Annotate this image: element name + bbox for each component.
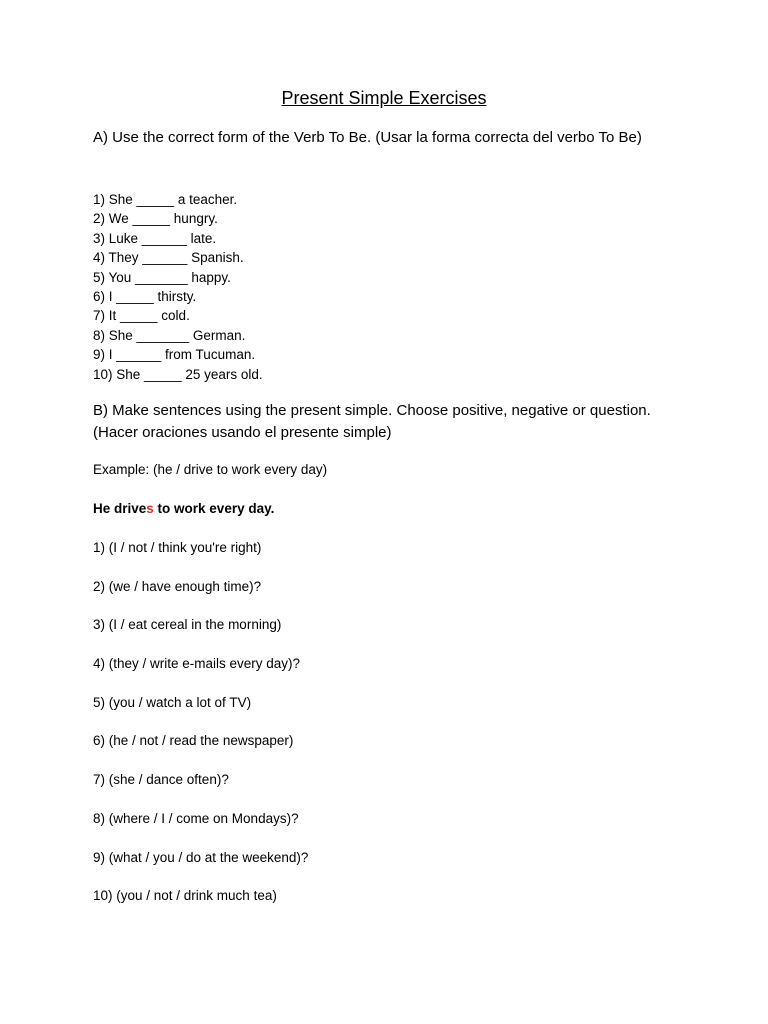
example-answer-highlight: s bbox=[146, 501, 154, 516]
list-item: 6) (he / not / read the newspaper) bbox=[93, 733, 294, 749]
list-item: 1) She _____ a teacher. bbox=[93, 192, 238, 207]
list-item: 9) (what / you / do at the weekend)? bbox=[93, 849, 309, 865]
list-item: 2) (we / have enough time)? bbox=[93, 578, 262, 594]
list-item: 3) (I / eat cereal in the morning) bbox=[93, 617, 282, 633]
page-title: Present Simple Exercises bbox=[281, 88, 487, 108]
section-a-heading: A) Use the correct form of the Verb To Be. (Usar la forma correcta del verbo To Be) bbox=[93, 129, 642, 146]
list-item: 5) You _______ happy. bbox=[93, 269, 231, 285]
example-answer-part1: He drive bbox=[93, 501, 147, 516]
list-item: 4) (they / write e-mails every day)? bbox=[93, 656, 301, 672]
list-item: 5) (you / watch a lot of TV) bbox=[93, 694, 252, 710]
section-b-list bbox=[93, 538, 308, 925]
list-item: 2) We _____ hungry. bbox=[93, 211, 218, 227]
example-answer bbox=[93, 499, 274, 519]
list-item: 7) (she / dance often)? bbox=[93, 772, 229, 788]
example-answer-part2: to work every day. bbox=[153, 501, 275, 516]
list-item: 6) I _____ thirsty. bbox=[93, 289, 197, 305]
list-item: 4) They ______ Spanish. bbox=[93, 250, 244, 266]
list-item: 9) I ______ from Tucuman. bbox=[93, 347, 256, 363]
list-item: 8) She _______ German. bbox=[93, 327, 246, 343]
list-item: 10) She _____ 25 years old. bbox=[93, 366, 263, 382]
list-item: 1) (I / not / think you're right) bbox=[93, 540, 262, 555]
example-prompt: Example: (he / drive to work every day) bbox=[93, 462, 328, 477]
list-item: 10) (you / not / drink much tea) bbox=[93, 888, 277, 904]
list-item: 3) Luke ______ late. bbox=[93, 230, 217, 246]
list-item: 8) (where / I / come on Mondays)? bbox=[93, 810, 299, 826]
section-a-list bbox=[93, 190, 263, 384]
list-item: 7) It _____ cold. bbox=[93, 308, 190, 324]
section-b-heading: B) Make sentences using the present simple. Choose positive, negative or question. (Hacer oraciones usando el presente simple) bbox=[93, 402, 651, 441]
